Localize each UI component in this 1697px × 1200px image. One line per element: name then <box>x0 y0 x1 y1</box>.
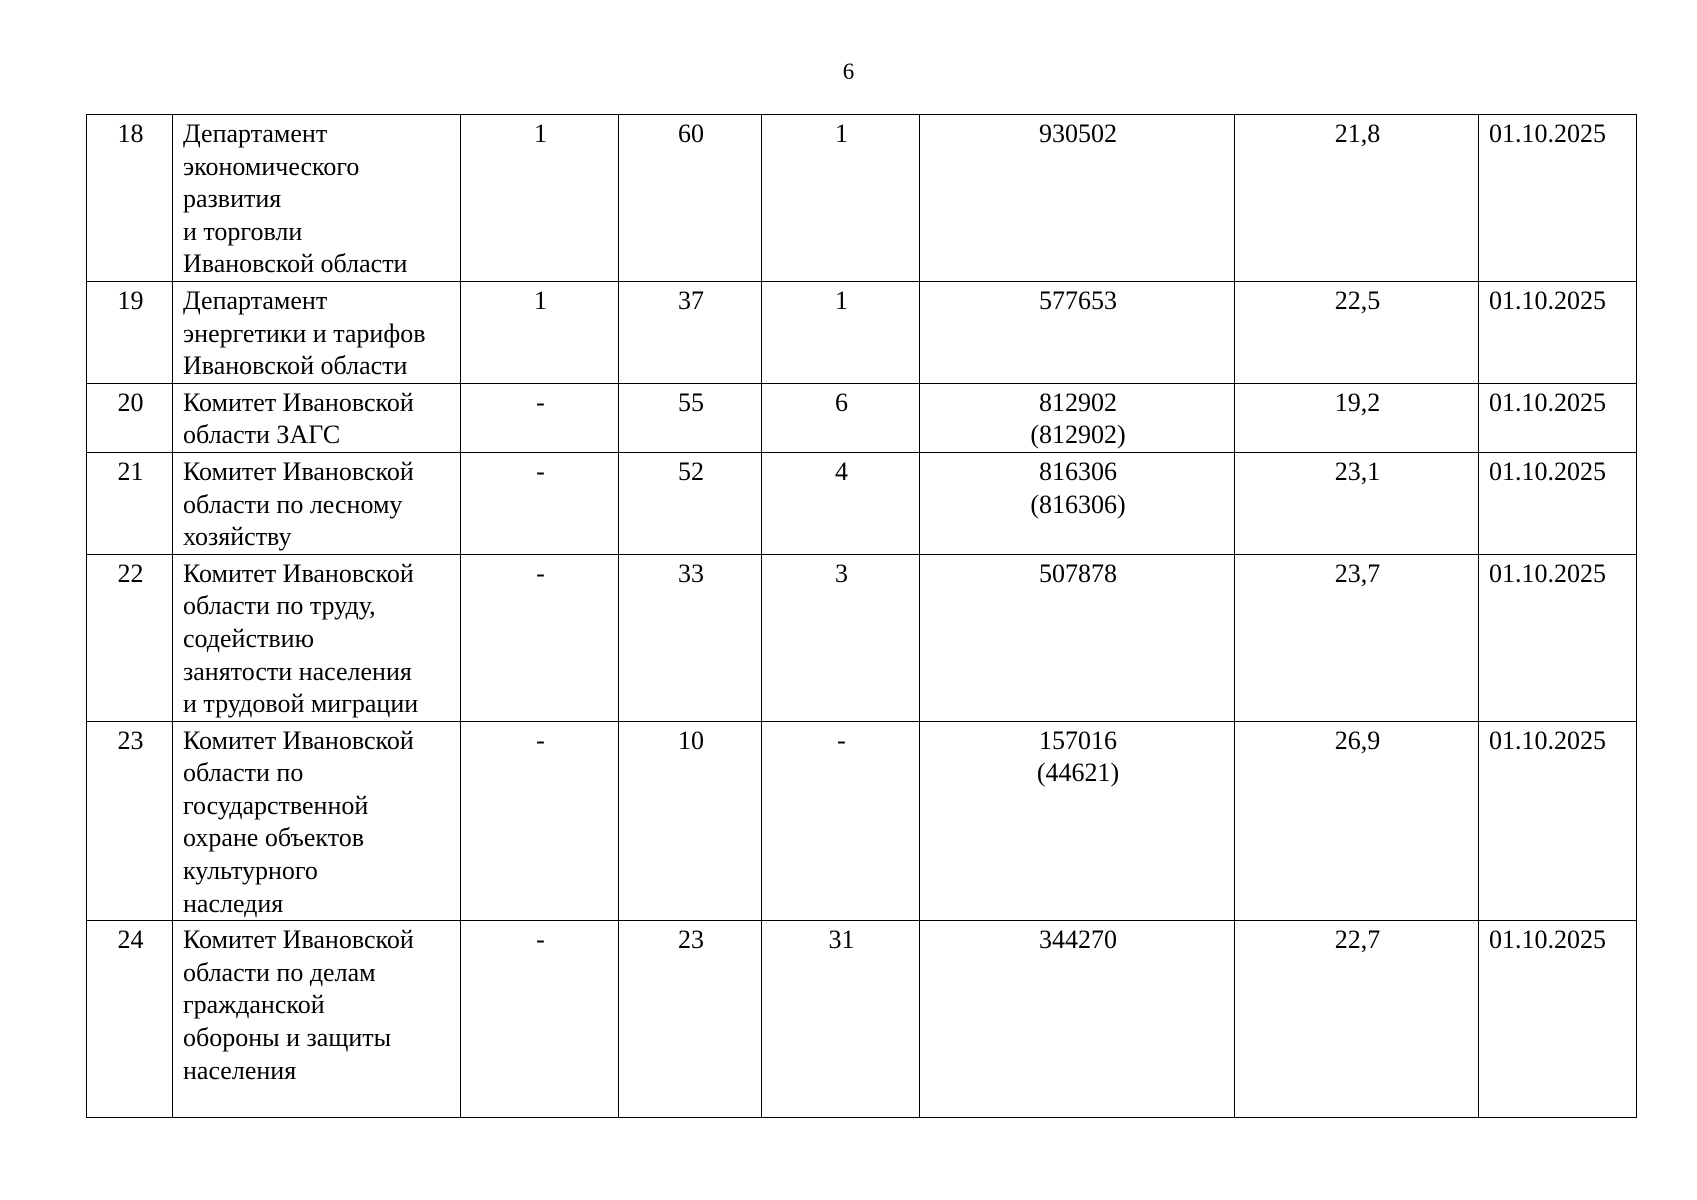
share-cell <box>1235 921 1479 1118</box>
organization-name-line: Ивановской области <box>183 249 408 279</box>
amount-line: 812902 <box>1039 387 1117 417</box>
organization-name-cell <box>173 281 461 383</box>
organization-name-line: области по делам <box>183 957 376 987</box>
amount-line: 157016 <box>1039 725 1117 755</box>
organization-name-line: занятости населения <box>183 656 412 686</box>
amount-cell <box>920 115 1235 282</box>
row-number: 20 <box>117 387 144 417</box>
share-cell <box>1235 281 1479 383</box>
column-2-cell <box>619 383 762 452</box>
column-3-cell <box>762 721 920 921</box>
column-3-value: 6 <box>835 387 848 417</box>
row-number-cell <box>87 452 173 554</box>
organization-name-line: Департамент <box>183 285 328 315</box>
column-1-cell <box>461 921 619 1118</box>
organization-name-cell <box>173 115 461 282</box>
amount-line: 344270 <box>1039 925 1117 955</box>
amount-line: 816306 <box>1039 456 1117 486</box>
data-table <box>86 114 1637 1118</box>
row-number-cell <box>87 281 173 383</box>
column-2-cell <box>619 452 762 554</box>
column-3-value: 4 <box>835 456 848 486</box>
table-row <box>87 281 1637 383</box>
column-3-cell <box>762 281 920 383</box>
date-value: 01.10.2025 <box>1489 456 1606 486</box>
date-value: 01.10.2025 <box>1489 558 1606 588</box>
row-number: 19 <box>117 285 144 315</box>
column-3-value: 1 <box>835 119 848 148</box>
column-1-cell <box>461 281 619 383</box>
row-number: 22 <box>117 558 144 588</box>
page-number: 6 <box>842 59 855 84</box>
share-cell <box>1235 383 1479 452</box>
organization-name-line: Ивановской области <box>183 351 408 381</box>
column-3-cell <box>762 554 920 721</box>
organization-name-line: области по лесному <box>183 489 403 519</box>
share-value: 22,7 <box>1334 925 1381 955</box>
organization-name-line: обороны и защиты <box>183 1023 392 1053</box>
date-value: 01.10.2025 <box>1489 387 1606 417</box>
amount-line: (816306) <box>1030 489 1126 519</box>
row-number-cell <box>87 721 173 921</box>
column-1-cell <box>461 115 619 282</box>
column-3-value: 3 <box>835 558 848 588</box>
table-row <box>87 554 1637 721</box>
organization-name-line: развития <box>183 184 282 214</box>
organization-name-line: и трудовой миграции <box>183 689 419 719</box>
column-1-cell <box>461 721 619 921</box>
column-2-cell <box>619 721 762 921</box>
organization-name-line: Комитет Ивановской <box>183 725 414 755</box>
column-1-value: 1 <box>534 285 547 315</box>
column-1-value: - <box>536 456 545 486</box>
row-number: 21 <box>117 456 144 486</box>
organization-name-cell <box>173 921 461 1118</box>
amount-cell <box>920 383 1235 452</box>
date-cell <box>1479 383 1637 452</box>
column-2-value: 52 <box>678 456 704 486</box>
row-number-cell <box>87 921 173 1118</box>
amount-line: (812902) <box>1030 420 1126 450</box>
column-3-value: - <box>837 725 846 755</box>
date-cell <box>1479 115 1637 282</box>
organization-name-line: области ЗАГС <box>183 420 341 450</box>
row-number: 24 <box>117 925 144 955</box>
column-1-value: - <box>536 925 545 955</box>
column-1-value: - <box>536 387 545 417</box>
organization-name-line: области по <box>183 758 304 788</box>
organization-name-line: Комитет Ивановской <box>183 456 414 486</box>
date-cell <box>1479 281 1637 383</box>
column-2-cell <box>619 921 762 1118</box>
amount-line: 507878 <box>1039 558 1117 588</box>
amount-cell <box>920 281 1235 383</box>
organization-name-line: Комитет Ивановской <box>183 558 414 588</box>
share-cell <box>1235 115 1479 282</box>
amount-line: 577653 <box>1039 285 1117 315</box>
share-cell <box>1235 554 1479 721</box>
column-2-value: 33 <box>678 558 704 588</box>
column-1-value: - <box>536 725 545 755</box>
column-2-cell <box>619 554 762 721</box>
column-1-cell <box>461 554 619 721</box>
organization-name-line: энергетики и тарифов <box>183 318 426 348</box>
row-number: 23 <box>117 725 144 755</box>
column-3-cell <box>762 452 920 554</box>
column-2-value: 10 <box>678 725 704 755</box>
table-row <box>87 115 1637 282</box>
table-body <box>87 115 1637 1118</box>
date-cell <box>1479 721 1637 921</box>
column-3-value: 31 <box>828 925 855 955</box>
date-value: 01.10.2025 <box>1489 725 1606 755</box>
organization-name-line: охране объектов <box>183 823 364 853</box>
amount-cell <box>920 921 1235 1118</box>
column-1-cell <box>461 383 619 452</box>
organization-name-cell <box>173 721 461 921</box>
organization-name-line: области по труду, <box>183 591 376 621</box>
table-row <box>87 383 1637 452</box>
column-2-cell <box>619 115 762 282</box>
row-number-cell <box>87 383 173 452</box>
row-number-cell <box>87 115 173 282</box>
share-value: 26,9 <box>1334 725 1381 755</box>
date-cell <box>1479 554 1637 721</box>
column-3-value: 1 <box>835 285 848 315</box>
date-value: 01.10.2025 <box>1489 925 1606 955</box>
organization-name-line: Департамент <box>183 119 328 148</box>
share-value: 23,1 <box>1334 456 1381 486</box>
column-3-cell <box>762 921 920 1118</box>
column-3-cell <box>762 115 920 282</box>
organization-name-cell <box>173 383 461 452</box>
share-value: 23,7 <box>1334 558 1381 588</box>
organization-name-line: хозяйству <box>183 522 292 552</box>
organization-name-line: наследия <box>183 888 284 918</box>
organization-name-cell <box>173 452 461 554</box>
share-cell <box>1235 721 1479 921</box>
amount-cell <box>920 452 1235 554</box>
column-2-value: 55 <box>678 387 704 417</box>
amount-cell <box>920 721 1235 921</box>
amount-line: (44621) <box>1036 758 1120 788</box>
date-value: 01.10.2025 <box>1489 285 1606 315</box>
column-2-value: 23 <box>678 925 704 955</box>
column-2-value: 60 <box>678 119 704 148</box>
share-value: 22,5 <box>1334 285 1381 315</box>
column-1-value: 1 <box>534 119 547 148</box>
column-1-cell <box>461 452 619 554</box>
column-1-value: - <box>536 558 545 588</box>
organization-name-line: содействию <box>183 623 314 653</box>
share-cell <box>1235 452 1479 554</box>
organization-name-line: Комитет Ивановской <box>183 925 414 955</box>
table-row <box>87 721 1637 921</box>
row-number: 18 <box>117 119 144 148</box>
organization-name-line: и торговли <box>183 216 303 246</box>
organization-name-cell <box>173 554 461 721</box>
amount-line: 930502 <box>1039 119 1117 148</box>
organization-name-line: населения <box>183 1055 297 1085</box>
table-row <box>87 921 1637 1118</box>
amount-cell <box>920 554 1235 721</box>
organization-name-line: Комитет Ивановской <box>183 387 414 417</box>
table-row <box>87 452 1637 554</box>
share-value: 19,2 <box>1334 387 1381 417</box>
organization-name-line: культурного <box>183 856 318 886</box>
organization-name-line: государственной <box>183 790 369 820</box>
date-cell <box>1479 452 1637 554</box>
organization-name-line: экономического <box>183 151 360 181</box>
column-2-value: 37 <box>678 285 704 315</box>
organization-name-line: гражданской <box>183 990 325 1020</box>
date-cell <box>1479 921 1637 1118</box>
column-3-cell <box>762 383 920 452</box>
row-number-cell <box>87 554 173 721</box>
date-value: 01.10.2025 <box>1489 119 1606 148</box>
column-2-cell <box>619 281 762 383</box>
share-value: 21,8 <box>1334 119 1381 148</box>
